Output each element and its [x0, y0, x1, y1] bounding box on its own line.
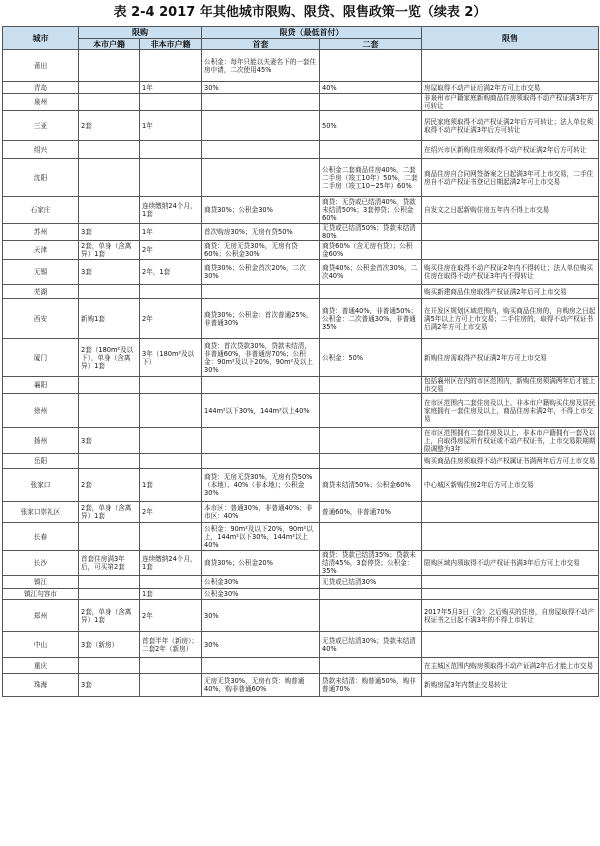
cell-first: 首次购房30%；无房有贷50%	[202, 224, 320, 241]
cell-nonlocal	[140, 454, 202, 469]
table-row	[3, 469, 599, 502]
cell-local	[79, 658, 140, 674]
cell-city: 苏州	[3, 224, 79, 241]
cell-second: 贷款未结清：购普通50%，购非普通70%	[320, 674, 422, 697]
cell-nonlocal: 1套	[140, 469, 202, 502]
cell-sale: 在绍兴市区新购住房须取得不动产权证满2年后方可转让	[422, 141, 599, 159]
cell-first: 商贷30%；公积金30%	[202, 197, 320, 224]
cell-first: 商贷30%；公积金：首次普通25%，非普通30%	[202, 299, 320, 339]
cell-first: 公积金30%	[202, 576, 320, 589]
cell-local: 2套（180m²及以下），单身（含离异）1套	[79, 339, 140, 377]
cell-first: 30%	[202, 632, 320, 658]
cell-sale: 新购房屋3年内禁止交易转让	[422, 674, 599, 697]
cell-sale: 居民家庭须取得不动产权证满2年后方可转让；法人单位须取得不动产权证满3年后方可转让	[422, 111, 599, 141]
cell-city: 芜湖	[3, 285, 79, 299]
cell-first	[202, 111, 320, 141]
cell-city: 沈阳	[3, 159, 79, 197]
cell-local: 首套住房满3年后，可买第2套	[79, 551, 140, 576]
cell-nonlocal: 首套半年（新房）；二套2年（新房）	[140, 632, 202, 658]
cell-city: 西安	[3, 299, 79, 339]
cell-second: 商贷60%（含无房有贷）；公积金60%	[320, 241, 422, 260]
cell-local	[79, 285, 140, 299]
cell-local	[79, 94, 140, 111]
cell-second: 商贷：贷款已结清35%；贷款未结清45%，3套停贷；公积金：35%	[320, 551, 422, 576]
table-row	[3, 159, 599, 197]
cell-second	[320, 377, 422, 394]
cell-nonlocal: 1年	[140, 82, 202, 94]
cell-city: 三亚	[3, 111, 79, 141]
cell-sale: 商品住房自合同网签备案之日起满3年可上市交易，二手住房自不动产权证书登记日期起满2年可上市交易	[422, 159, 599, 197]
table-row	[3, 94, 599, 111]
table-row	[3, 50, 599, 82]
table-row	[3, 674, 599, 697]
cell-first	[202, 285, 320, 299]
cell-sale: 包括襄州区在内的市区范围内，新购住房须满两年后才能上市交易	[422, 377, 599, 394]
cell-sale: 房屋取得不动产证后满2年方可上市交易	[422, 82, 599, 94]
table-row	[3, 394, 599, 428]
cell-nonlocal: 3年（180m²及以下）	[140, 339, 202, 377]
cell-sale: 在主城区范围内购房须取得不动产证满2年后才能上市交易	[422, 658, 599, 674]
cell-nonlocal: 2年	[140, 241, 202, 260]
cell-city: 镇江	[3, 576, 79, 589]
cell-sale: 在开发区规划区域范围内，购买商品住房的，自购房之日起满5年以上方可上市交易；二手住房的，取得不动产权证书后满2年方可上市交易	[422, 299, 599, 339]
table-row	[3, 224, 599, 241]
cell-city: 扬州	[3, 428, 79, 454]
cell-city: 岳阳	[3, 454, 79, 469]
cell-city: 张家口崇礼区	[3, 502, 79, 523]
cell-sale	[422, 632, 599, 658]
cell-second: 商贷40%；公积金首次30%，二次40%	[320, 260, 422, 285]
cell-local: 3套	[79, 260, 140, 285]
cell-first: 公积金：每年只能以夫妻名下的一套住房申请，二次使用45%	[202, 50, 320, 82]
cell-sale: 中心城区新购住房2年后方可上市交易	[422, 469, 599, 502]
cell-city: 厦门	[3, 339, 79, 377]
table-row	[3, 339, 599, 377]
cell-sale: 自发文之日起新购住房五年内不得上市交易	[422, 197, 599, 224]
cell-local	[79, 523, 140, 551]
header-second: 二套	[320, 39, 422, 50]
cell-local: 2套，单身（含离异）1套	[79, 600, 140, 632]
cell-first: 商贷30%；公积金20%	[202, 551, 320, 576]
table-row	[3, 299, 599, 339]
cell-local	[79, 159, 140, 197]
cell-first: 144m²以下30%，144m²以上40%	[202, 394, 320, 428]
cell-local: 3套	[79, 224, 140, 241]
table-row	[3, 523, 599, 551]
cell-nonlocal	[140, 285, 202, 299]
cell-local	[79, 82, 140, 94]
cell-local: 2套，单身（含离异）1套	[79, 502, 140, 523]
cell-sale	[422, 576, 599, 589]
cell-second	[320, 50, 422, 82]
cell-second: 无贷或已结清30%；贷款未结清40%	[320, 632, 422, 658]
table-row	[3, 589, 599, 600]
cell-first: 公积金：90m²及以下20%，90m²以上，144m²以下30%，144m²以上40%	[202, 523, 320, 551]
cell-city: 张家口	[3, 469, 79, 502]
header-sale: 限售	[422, 27, 599, 50]
cell-sale	[422, 224, 599, 241]
header-city: 城市	[3, 27, 79, 50]
cell-second	[320, 141, 422, 159]
cell-nonlocal: 连续缴纳24个月，1套	[140, 197, 202, 224]
cell-city: 天津	[3, 241, 79, 260]
cell-local	[79, 394, 140, 428]
cell-sale	[422, 50, 599, 82]
cell-nonlocal: 连续缴纳24个月，1套	[140, 551, 202, 576]
cell-nonlocal	[140, 658, 202, 674]
cell-nonlocal: 2年	[140, 600, 202, 632]
cell-local: 3套（新房）	[79, 632, 140, 658]
table-row	[3, 502, 599, 523]
cell-first	[202, 377, 320, 394]
cell-local	[79, 141, 140, 159]
cell-nonlocal	[140, 428, 202, 454]
cell-second	[320, 94, 422, 111]
cell-first: 商贷30%；公积金首次20%，二次30%	[202, 260, 320, 285]
cell-city: 泉州	[3, 94, 79, 111]
cell-city: 重庆	[3, 658, 79, 674]
cell-second	[320, 589, 422, 600]
header-purchase: 限购	[79, 27, 202, 39]
table-row	[3, 428, 599, 454]
cell-local	[79, 197, 140, 224]
table-row	[3, 241, 599, 260]
cell-second	[320, 523, 422, 551]
cell-second: 公积金二套商品住房40%，二套二手房（竣工10年）50%，二套二手房（竣工10~25年）60%	[320, 159, 422, 197]
cell-city: 珠海	[3, 674, 79, 697]
table-row	[3, 285, 599, 299]
cell-city: 绍兴	[3, 141, 79, 159]
cell-nonlocal: 1年	[140, 111, 202, 141]
cell-sale: 2017年5月3日（含）之后购买的住房，自房屋取得不动产权证书之日起不满3年的不得上市转让	[422, 600, 599, 632]
cell-nonlocal	[140, 576, 202, 589]
cell-local: 3套	[79, 428, 140, 454]
cell-city: 无锡	[3, 260, 79, 285]
cell-nonlocal: 1年	[140, 224, 202, 241]
cell-local	[79, 50, 140, 82]
cell-city: 长沙	[3, 551, 79, 576]
table-row	[3, 111, 599, 141]
cell-first	[202, 428, 320, 454]
cell-first: 30%	[202, 82, 320, 94]
cell-local: 新购1套	[79, 299, 140, 339]
table-row	[3, 632, 599, 658]
header-loan: 限贷（最低首付）	[202, 27, 422, 39]
cell-nonlocal	[140, 674, 202, 697]
cell-city: 徐州	[3, 394, 79, 428]
cell-city: 莆田	[3, 50, 79, 82]
table-row	[3, 197, 599, 224]
cell-first: 无房无贷30%，无房有贷：购普通40%，购非普通60%	[202, 674, 320, 697]
cell-nonlocal	[140, 394, 202, 428]
table-row	[3, 658, 599, 674]
cell-first: 本市区：普通30%，非普通40%；非市区：40%	[202, 502, 320, 523]
cell-local	[79, 454, 140, 469]
cell-local	[79, 589, 140, 600]
cell-sale: 购买住房在取得不动产权证2年内不得转让；法人单位购买住房在取得不动产权证3年内不得转让	[422, 260, 599, 285]
cell-second: 无贷或已结清50%；贷款未结清80%	[320, 224, 422, 241]
header-nonlocal: 非本市户籍	[140, 39, 202, 50]
cell-first: 商贷：无房无贷30%，无房有贷50%（本地）、40%（非本地）；公积金30%	[202, 469, 320, 502]
cell-city: 中山	[3, 632, 79, 658]
cell-sale: 购买新建商品住房取得产权证满2年后可上市交易	[422, 285, 599, 299]
cell-nonlocal: 2年	[140, 502, 202, 523]
cell-second: 50%	[320, 111, 422, 141]
cell-city: 郑州	[3, 600, 79, 632]
cell-second: 商贷：普通40%，非普通50%；公积金：二次普通30%，非普通35%	[320, 299, 422, 339]
cell-sale	[422, 502, 599, 523]
page-title: 表 2-4 2017 年其他城市限购、限贷、限售政策一览（续表 2）	[113, 5, 487, 20]
cell-local: 2套，单身（含离异）1套	[79, 241, 140, 260]
cell-sale: 限购区域内须取得不动产权证书满3年后方可上市交易	[422, 551, 599, 576]
cell-first	[202, 141, 320, 159]
cell-local: 2套	[79, 111, 140, 141]
cell-sale: 新购住房需取得产权证满2年方可上市交易	[422, 339, 599, 377]
cell-sale: 非泉州市户籍家庭新购商品住房须取得不动产权证满3年方可转让	[422, 94, 599, 111]
cell-sale	[422, 589, 599, 600]
cell-nonlocal	[140, 141, 202, 159]
cell-first	[202, 658, 320, 674]
cell-second: 40%	[320, 82, 422, 94]
cell-nonlocal	[140, 50, 202, 82]
cell-second: 商贷未结清50%；公积金60%	[320, 469, 422, 502]
cell-local	[79, 377, 140, 394]
table-row	[3, 377, 599, 394]
header-local: 本市户籍	[79, 39, 140, 50]
cell-sale: 购买商品住房须取得不动产权属证书满两年后方可上市交易	[422, 454, 599, 469]
cell-nonlocal	[140, 159, 202, 197]
cell-city: 长春	[3, 523, 79, 551]
cell-second	[320, 394, 422, 428]
cell-second: 公积金：50%	[320, 339, 422, 377]
table-row	[3, 82, 599, 94]
cell-nonlocal	[140, 523, 202, 551]
cell-first: 商贷：无房无贷30%，无房有贷60%；公积金30%	[202, 241, 320, 260]
cell-nonlocal: 2年	[140, 299, 202, 339]
cell-local	[79, 576, 140, 589]
cell-first: 公积金30%	[202, 589, 320, 600]
table-row	[3, 551, 599, 576]
cell-sale	[422, 241, 599, 260]
cell-city: 襄阳	[3, 377, 79, 394]
cell-second	[320, 658, 422, 674]
cell-nonlocal: 1套	[140, 589, 202, 600]
cell-nonlocal: 2年，1套	[140, 260, 202, 285]
cell-city: 镇江句容市	[3, 589, 79, 600]
policy-table	[2, 26, 599, 697]
cell-second	[320, 454, 422, 469]
cell-second	[320, 285, 422, 299]
cell-local: 2套	[79, 469, 140, 502]
cell-first: 30%	[202, 600, 320, 632]
cell-first: 商贷：首次贷款30%，贷款未结清，非普通60%，非普通房70%；公积金：90m²及以下20%，90m²及以上30%	[202, 339, 320, 377]
table-row	[3, 141, 599, 159]
table-row	[3, 576, 599, 589]
cell-sale	[422, 523, 599, 551]
cell-sale: 在市区范围拥有二套住房及以上、非本市户籍拥有一套及以上，自取得房屋所有权证或不动产权证书，上市交易限期期限调整为3年	[422, 428, 599, 454]
header-first: 首套	[202, 39, 320, 50]
cell-nonlocal	[140, 377, 202, 394]
cell-local: 3套	[79, 674, 140, 697]
cell-second	[320, 600, 422, 632]
cell-second: 无贷或已结清30%	[320, 576, 422, 589]
table-row	[3, 600, 599, 632]
cell-city: 石家庄	[3, 197, 79, 224]
table-row	[3, 454, 599, 469]
cell-second	[320, 428, 422, 454]
cell-first	[202, 94, 320, 111]
cell-second: 商贷：无贷或已结清40%，贷款未结清50%；3套停贷；公积金60%	[320, 197, 422, 224]
cell-first	[202, 159, 320, 197]
table-row	[3, 260, 599, 285]
cell-second: 普通60%，非普通70%	[320, 502, 422, 523]
cell-first	[202, 454, 320, 469]
cell-sale: 在市区范围内二套住房及以上、非本市户籍购买住房及居民家庭拥有一套住房及以上，商品住房未满2年，不得上市交易	[422, 394, 599, 428]
cell-city: 青岛	[3, 82, 79, 94]
cell-nonlocal	[140, 94, 202, 111]
